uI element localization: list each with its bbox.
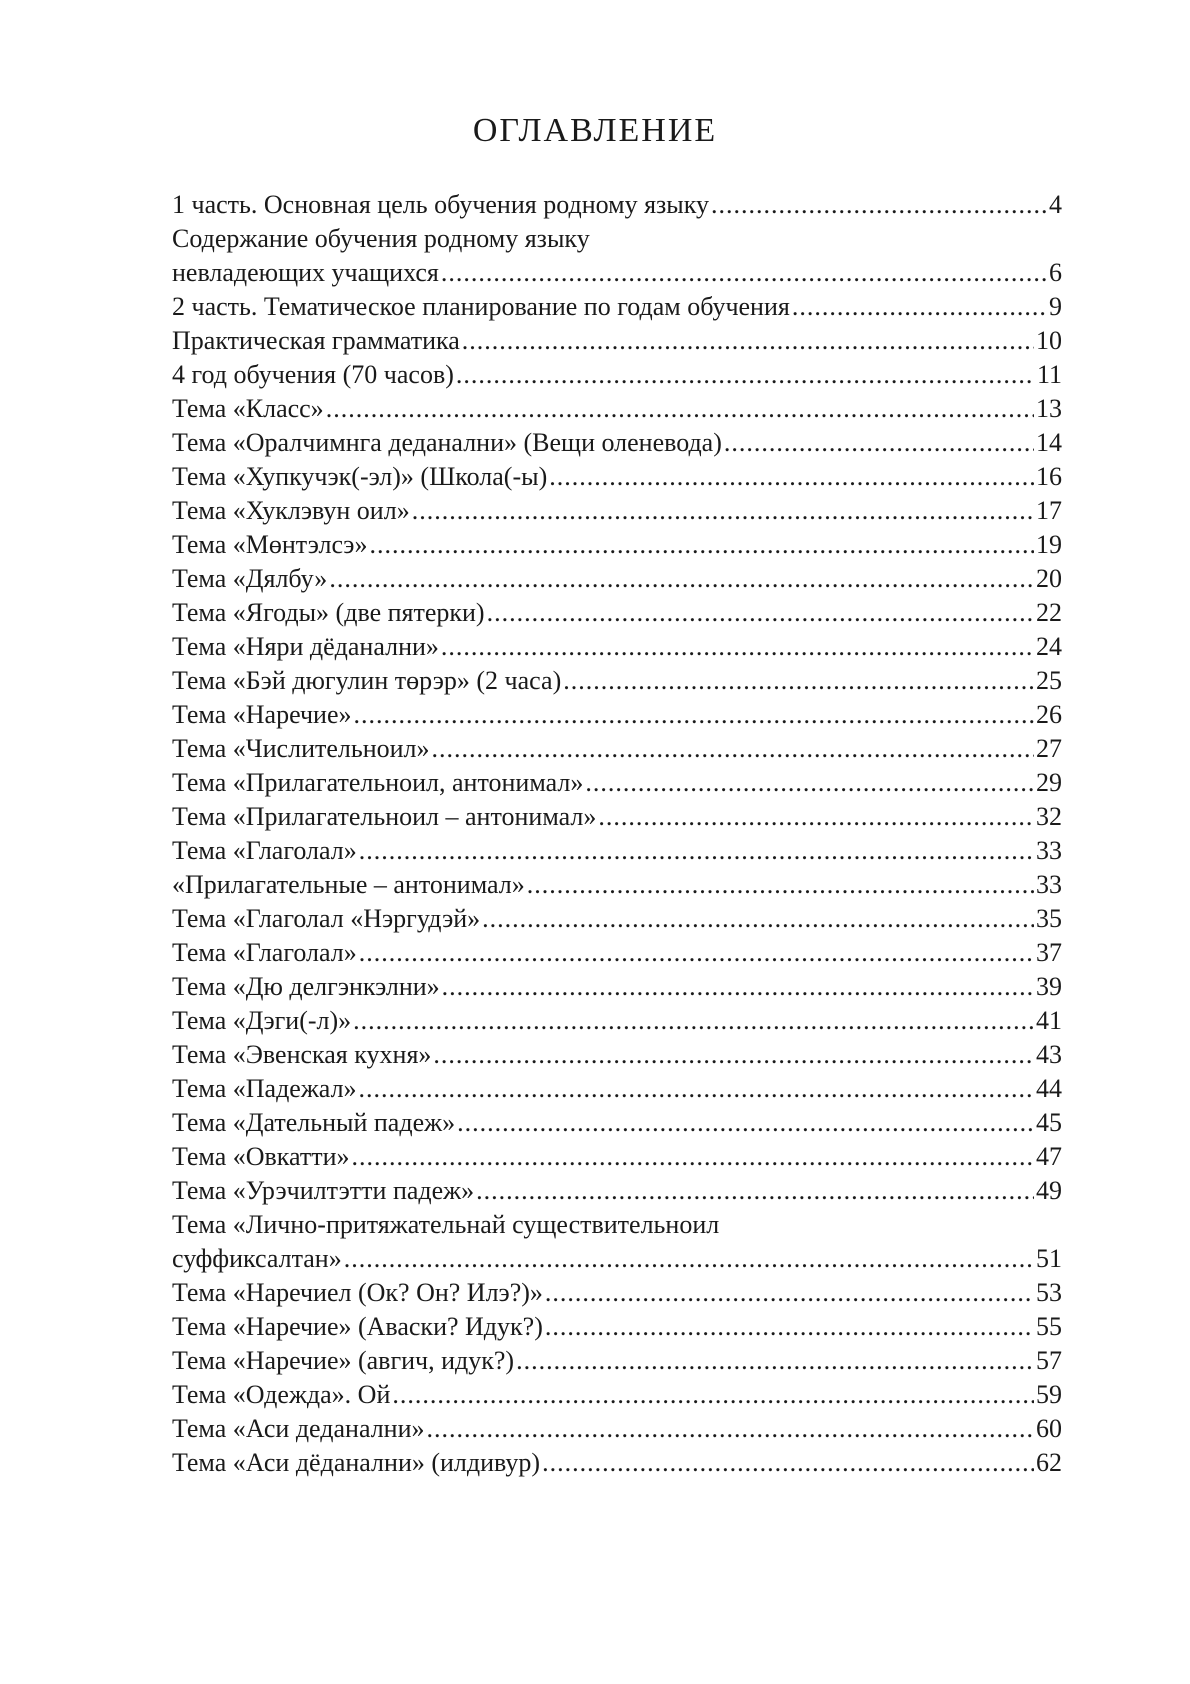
toc-entry-title: Тема «Урэчилтэтти падеж» xyxy=(172,1176,475,1205)
toc-entry-title: Тема «Глаголал» xyxy=(172,938,357,967)
toc-entry-title: Тема «Эвенская кухня» xyxy=(172,1040,432,1069)
toc-page-number: 57 xyxy=(1036,1346,1062,1375)
toc-page-number: 17 xyxy=(1036,496,1062,525)
toc-dot-leader xyxy=(456,358,1035,392)
toc-entry xyxy=(172,222,1062,290)
toc-entry-line xyxy=(172,800,1062,834)
toc-entry xyxy=(172,392,1062,426)
toc-entry-title: Тема «Наречие» (авгич, идук?) xyxy=(172,1346,515,1375)
toc-page-number: 9 xyxy=(1049,292,1062,321)
toc-dot-leader xyxy=(369,528,1034,562)
toc-entry xyxy=(172,1072,1062,1106)
toc-entry xyxy=(172,902,1062,936)
toc-entry-title: Тема «Овкатти» xyxy=(172,1142,350,1171)
toc-entry-line xyxy=(172,630,1062,664)
toc-page-number: 44 xyxy=(1036,1074,1062,1103)
toc-page-number: 11 xyxy=(1036,360,1062,389)
toc-entry xyxy=(172,1344,1062,1378)
toc-entry xyxy=(172,528,1062,562)
toc-entry-line xyxy=(172,834,1062,868)
toc-dot-leader xyxy=(326,392,1034,426)
toc-entry-line xyxy=(172,1242,1062,1276)
toc-entry-title: Тема «Дательный падеж» xyxy=(172,1108,456,1137)
toc-entry-title: Тема «Глаголал «Нэргудэй» xyxy=(172,904,481,933)
toc-entry xyxy=(172,664,1062,698)
toc-entry-line xyxy=(172,426,1062,460)
toc-entry xyxy=(172,290,1062,324)
toc-page-number: 29 xyxy=(1036,768,1062,797)
toc-dot-leader xyxy=(441,630,1034,664)
toc-entry-line xyxy=(172,1140,1062,1174)
toc-entry xyxy=(172,1140,1062,1174)
toc-entry-line xyxy=(172,902,1062,936)
toc-entry xyxy=(172,494,1062,528)
toc-page-number: 59 xyxy=(1036,1380,1062,1409)
toc-entry-line xyxy=(172,1276,1062,1310)
toc-entry-title: Тема «Числительноил» xyxy=(172,734,430,763)
toc-dot-leader xyxy=(352,1140,1034,1174)
toc-page-number: 10 xyxy=(1036,326,1062,355)
toc-entry-title: 2 часть. Тематическое планирование по годам обучения xyxy=(172,292,790,321)
toc-page-number: 41 xyxy=(1036,1006,1062,1035)
toc-dot-leader xyxy=(792,290,1047,324)
toc-entry-line xyxy=(172,766,1062,800)
toc-entry-line xyxy=(172,698,1062,732)
toc-entry-title: Тема «Глаголал» xyxy=(172,836,357,865)
toc-entry-title: «Прилагательные – антонимал» xyxy=(172,870,525,899)
toc-page-number: 6 xyxy=(1049,258,1062,287)
toc-entry xyxy=(172,1174,1062,1208)
toc-dot-leader xyxy=(724,426,1034,460)
toc-dot-leader xyxy=(359,936,1034,970)
toc-page-number: 43 xyxy=(1036,1040,1062,1069)
toc-entry-title: Тема «Хуклэвун оил» xyxy=(172,496,410,525)
toc-dot-leader xyxy=(432,732,1034,766)
toc-dot-leader xyxy=(359,1072,1034,1106)
toc-entry-line xyxy=(172,528,1062,562)
toc-entry xyxy=(172,936,1062,970)
toc-entry-line xyxy=(172,1378,1062,1412)
toc-entry-title: Тема «Дялбу» xyxy=(172,564,328,593)
toc-entry xyxy=(172,630,1062,664)
toc-dot-leader xyxy=(545,1310,1034,1344)
toc-entry xyxy=(172,732,1062,766)
toc-entry-title: Практическая грамматика xyxy=(172,326,460,355)
toc-entry-title: Тема «Оралчимнга деданални» (Вещи оленевода) xyxy=(172,428,722,457)
toc-entry xyxy=(172,868,1062,902)
toc-dot-leader xyxy=(482,902,1034,936)
toc-page-number: 19 xyxy=(1036,530,1062,559)
toc-page-number: 22 xyxy=(1036,598,1062,627)
toc-page-number: 24 xyxy=(1036,632,1062,661)
toc-dot-leader xyxy=(598,800,1034,834)
toc-entry-line xyxy=(172,1004,1062,1038)
toc-page-number: 25 xyxy=(1036,666,1062,695)
toc-entry-title: 1 часть. Основная цель обучения родному языку xyxy=(172,190,710,219)
toc-page-number: 55 xyxy=(1036,1312,1062,1341)
toc-entry-line xyxy=(172,562,1062,596)
toc-dot-leader xyxy=(412,494,1034,528)
toc-entry-line xyxy=(172,324,1062,358)
toc-entry-title: 4 год обучения (70 часов) xyxy=(172,360,454,389)
toc-entry xyxy=(172,1310,1062,1344)
toc-dot-leader xyxy=(353,1004,1034,1038)
toc-entry-line xyxy=(172,732,1062,766)
toc-entry xyxy=(172,1446,1062,1480)
toc-entry xyxy=(172,1276,1062,1310)
toc-entry xyxy=(172,1412,1062,1446)
toc-entry xyxy=(172,426,1062,460)
toc-entry-title: Тема «Класс» xyxy=(172,394,324,423)
toc-dot-leader xyxy=(549,460,1034,494)
toc-page-number: 35 xyxy=(1036,904,1062,933)
toc-entry-line xyxy=(172,494,1062,528)
toc-page-number: 13 xyxy=(1036,394,1062,423)
toc-dot-leader xyxy=(516,1344,1034,1378)
toc-entry xyxy=(172,766,1062,800)
toc-page-number: 39 xyxy=(1036,972,1062,1001)
toc-page-number: 37 xyxy=(1036,938,1062,967)
toc-entry-line xyxy=(172,1072,1062,1106)
toc-entry xyxy=(172,1038,1062,1072)
toc-entry-line xyxy=(172,1344,1062,1378)
page-title: ОГЛАВЛЕНИЕ xyxy=(472,112,718,149)
toc-entry xyxy=(172,324,1062,358)
toc-entry-title: Тема «Бэй дюгулин төрэр» (2 часа) xyxy=(172,666,562,695)
toc-page-number: 20 xyxy=(1036,564,1062,593)
toc-entry-line xyxy=(172,1106,1062,1140)
toc-page-number: 14 xyxy=(1036,428,1062,457)
toc-entry-title: Тема «Няри дёданални» xyxy=(172,632,439,661)
toc-page-number: 51 xyxy=(1036,1244,1062,1273)
toc-entry-line xyxy=(172,290,1062,324)
toc-dot-leader xyxy=(392,1378,1034,1412)
table-of-contents xyxy=(172,188,1062,1480)
toc-entry xyxy=(172,1378,1062,1412)
toc-dot-leader xyxy=(354,698,1035,732)
toc-entry-line xyxy=(172,392,1062,426)
toc-entry-title-line: Тема «Лично-притяжательнай существительноил xyxy=(172,1210,720,1239)
toc-dot-leader xyxy=(563,664,1034,698)
toc-entry-title: Тема «Наречие» (Аваски? Идук?) xyxy=(172,1312,543,1341)
toc-entry xyxy=(172,1106,1062,1140)
toc-dot-leader xyxy=(344,1242,1034,1276)
toc-dot-leader xyxy=(457,1106,1034,1140)
toc-entry-line xyxy=(172,188,1062,222)
toc-page-number: 27 xyxy=(1036,734,1062,763)
toc-entry-title: Тема «Дэги(-л)» xyxy=(172,1006,352,1035)
toc-dot-leader xyxy=(427,1412,1034,1446)
toc-entry-title: Тема «Хупкучэк(-эл)» (Школа(-ы) xyxy=(172,462,548,491)
toc-page-number: 62 xyxy=(1036,1448,1062,1477)
toc-entry-title: невладеющих учащихся xyxy=(172,258,439,287)
toc-page-number: 26 xyxy=(1036,700,1062,729)
toc-page-number: 16 xyxy=(1036,462,1062,491)
toc-dot-leader xyxy=(359,834,1034,868)
toc-entry-line xyxy=(172,1174,1062,1208)
toc-page-number: 33 xyxy=(1036,870,1062,899)
toc-dot-leader xyxy=(711,188,1047,222)
toc-entry-title: Тема «Аси деданални» xyxy=(172,1414,425,1443)
toc-entry-line xyxy=(172,358,1062,392)
toc-entry-title-line: Содержание обучения родному языку xyxy=(172,224,590,253)
toc-entry xyxy=(172,188,1062,222)
toc-entry xyxy=(172,1004,1062,1038)
toc-entry xyxy=(172,460,1062,494)
toc-dot-leader xyxy=(585,766,1034,800)
toc-dot-leader xyxy=(487,596,1034,630)
toc-dot-leader xyxy=(462,324,1034,358)
toc-entry xyxy=(172,800,1062,834)
toc-entry-line xyxy=(172,664,1062,698)
toc-dot-leader xyxy=(441,256,1047,290)
toc-page-number: 4 xyxy=(1049,190,1062,219)
toc-entry-line xyxy=(172,1412,1062,1446)
toc-entry-line xyxy=(172,596,1062,630)
toc-entry-line xyxy=(172,868,1062,902)
toc-entry-title: суффиксалтан» xyxy=(172,1244,342,1273)
toc-entry-title: Тема «Наречиел (Ок? Он? Илэ?)» xyxy=(172,1278,543,1307)
toc-page-number: 49 xyxy=(1036,1176,1062,1205)
toc-dot-leader xyxy=(433,1038,1034,1072)
toc-entry-title: Тема «Мөнтэлсэ» xyxy=(172,530,368,559)
toc-page-number: 45 xyxy=(1036,1108,1062,1137)
toc-dot-leader xyxy=(442,970,1034,1004)
toc-entry-title: Тема «Наречие» xyxy=(172,700,352,729)
toc-entry-title: Тема «Прилагательноил, антонимал» xyxy=(172,768,584,797)
toc-entry xyxy=(172,358,1062,392)
toc-entry-line xyxy=(172,1446,1062,1480)
toc-entry-line xyxy=(172,1038,1062,1072)
toc-page-number: 47 xyxy=(1036,1142,1062,1171)
toc-entry-line xyxy=(172,936,1062,970)
toc-dot-leader xyxy=(527,868,1034,902)
toc-entry-title: Тема «Одежда». Ой xyxy=(172,1380,391,1409)
toc-dot-leader xyxy=(476,1174,1034,1208)
toc-entry-title: Тема «Прилагательноил – антонимал» xyxy=(172,802,597,831)
toc-page-number: 33 xyxy=(1036,836,1062,865)
toc-dot-leader xyxy=(545,1276,1034,1310)
toc-entry-line xyxy=(172,256,1062,290)
toc-page-number: 53 xyxy=(1036,1278,1062,1307)
toc-entry-title: Тема «Падежал» xyxy=(172,1074,357,1103)
toc-dot-leader xyxy=(329,562,1034,596)
toc-entry-line xyxy=(172,1310,1062,1344)
toc-entry-line xyxy=(172,460,1062,494)
toc-entry-title: Тема «Ягоды» (две пятерки) xyxy=(172,598,485,627)
toc-entry xyxy=(172,834,1062,868)
toc-entry xyxy=(172,970,1062,1004)
toc-entry xyxy=(172,1208,1062,1276)
toc-entry xyxy=(172,698,1062,732)
toc-entry-title: Тема «Аси дёданални» (илдивур) xyxy=(172,1448,541,1477)
toc-entry xyxy=(172,596,1062,630)
toc-entry-title: Тема «Дю делгэнкэлни» xyxy=(172,972,440,1001)
toc-entry xyxy=(172,562,1062,596)
toc-page-number: 60 xyxy=(1036,1414,1062,1443)
toc-dot-leader xyxy=(542,1446,1034,1480)
toc-page-number: 32 xyxy=(1036,802,1062,831)
toc-entry-line xyxy=(172,970,1062,1004)
